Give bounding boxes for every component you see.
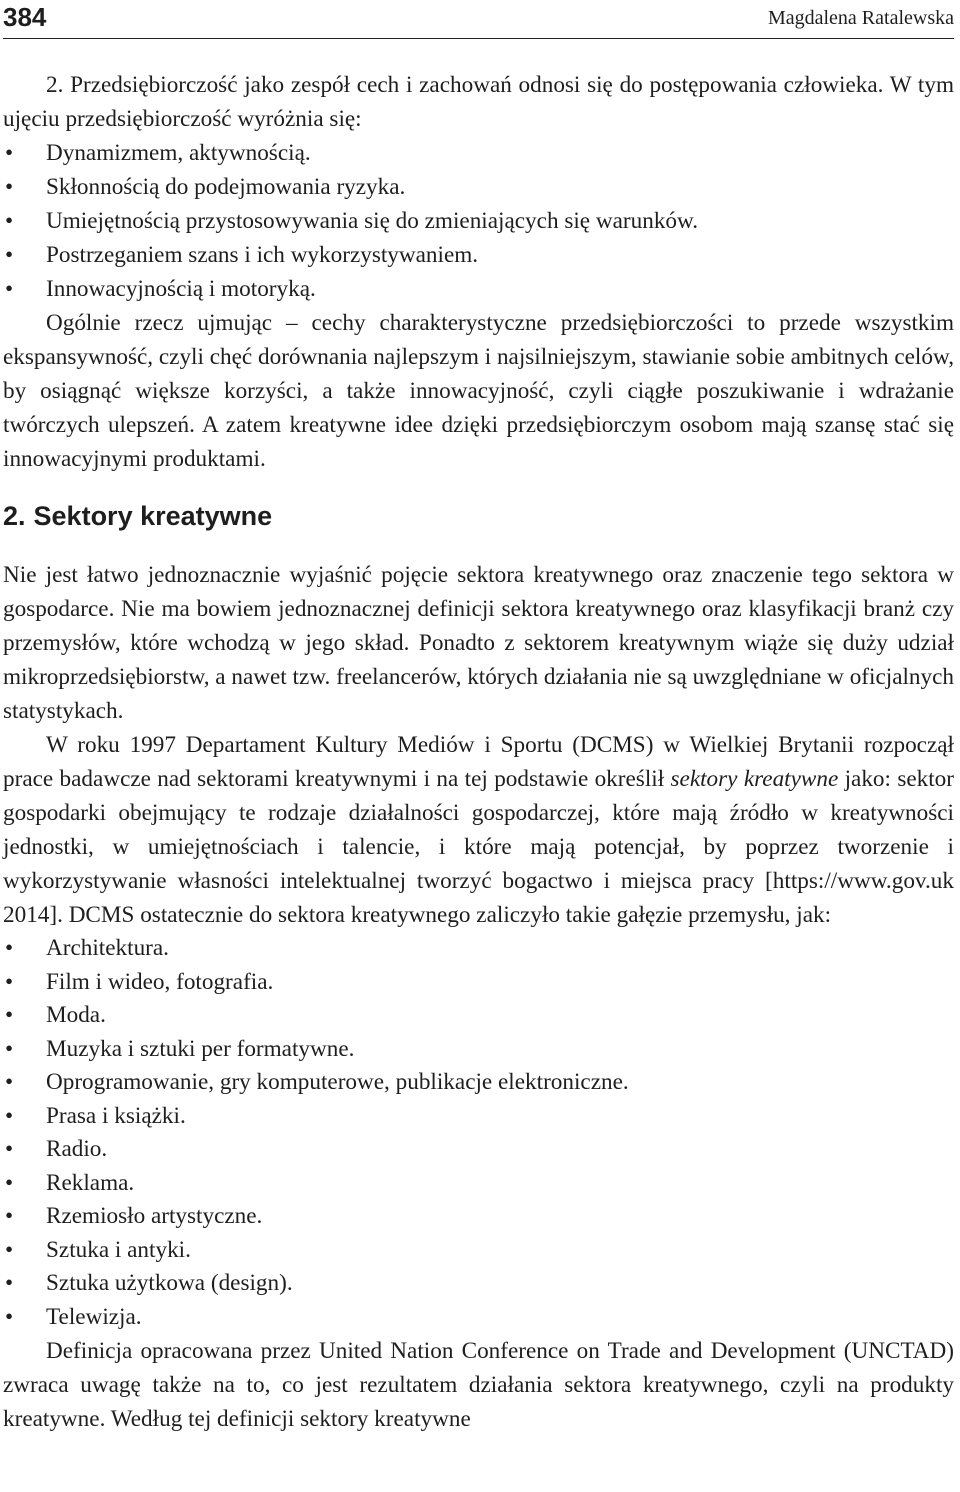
term-sektory-kreatywne: sektory kreatywne: [670, 766, 839, 792]
industry-list-item: • Moda.: [3, 999, 954, 1033]
para2-text-after: jako: sektor gospodarki obejmujący te rodzaje działalności gospodarczej, które mają źródło w kreatywności jednostki, w umiejętnościach i talencie, i które mają potencjał, by poprzez tworzenie i wykorzystywanie własności intelektualnej tworzyć bogactwo i miejsca pracy [https://www.gov.uk 2014]. DCMS ostatecznie do sektora kreatywnego zaliczyło takie gałęzie przemysłu, jak:: [3, 766, 954, 928]
section-paragraph-2: [3, 728, 954, 932]
para2-text-before: W roku 1997 Departament Kultury Mediów i Sportu (DCMS) w Wielkiej Brytanii rozpoczął prace badawcze nad sektorami kreatywnymi i na tej podstawie określił: [3, 732, 954, 792]
industry-list-item: • Prasa i książki.: [3, 1100, 954, 1134]
section-heading: [3, 498, 954, 558]
trait-list-item: • Innowacyjnością i motoryką.: [3, 272, 954, 306]
industry-list-item: • Reklama.: [3, 1167, 954, 1201]
section-paragraph-1: Nie jest łatwo jednoznacznie wyjaśnić pojęcie sektora kreatywnego oraz znaczenie tego sektora w gospodarce. Nie ma bowiem jednoznacznej definicji sektora kreatywnego oraz klasyfikacji branż czy przemysłów, które wchodzą w jego skład. Ponadto z sektorem kreatywnym wiąże się duży udział mikroprzedsiębiorstw, a nawet tzw. freelancerów, których działania nie są uwzględniane w oficjalnych statystykach.: [3, 562, 954, 724]
page-header: [3, 0, 954, 39]
intro-point-2: 2. Przedsiębiorczość jako zespół cech i zachowań odnosi się do postępowania człowieka. W tym ujęciu przedsiębiorczość wyróżnia się:: [3, 72, 954, 132]
industry-list-item: • Radio.: [3, 1133, 954, 1167]
industry-list-item: • Rzemiosło artystyczne.: [3, 1200, 954, 1234]
industry-list-item: • Oprogramowanie, gry komputerowe, publikacje elektroniczne.: [3, 1066, 954, 1100]
trait-list-item: • Umiejętnością przystosowywania się do zmieniających się warunków.: [3, 204, 954, 238]
industry-list-item: • Sztuka i antyki.: [3, 1234, 954, 1268]
industry-list-item: • Muzyka i sztuki per formatywne.: [3, 1033, 954, 1067]
running-head-author: Magdalena Ratalewska: [767, 7, 954, 29]
page-content: [3, 68, 954, 1436]
trait-list-item: • Postrzeganiem szans i ich wykorzystywaniem.: [3, 238, 954, 272]
industry-list-item: • Telewizja.: [3, 1301, 954, 1335]
trait-list-item: • Dynamizmem, aktywnością.: [3, 136, 954, 170]
traits-list: [3, 136, 954, 306]
document-page: [3, 0, 954, 1432]
industry-list-item: • Sztuka użytkowa (design).: [3, 1267, 954, 1301]
section-paragraph-3: Definicja opracowana przez United Nation Conference on Trade and Development (UNCTAD) zwraca uwagę także na to, co jest rezultatem działania sektora kreatywnego, czyli na produkty kreatywne. Według tej definicji sektory kreatywne: [3, 1338, 954, 1432]
industries-list: [3, 932, 954, 1334]
page-number: 384: [3, 2, 47, 32]
industry-list-item: • Architektura.: [3, 932, 954, 966]
section-title: Sektory kreatywne: [33, 501, 273, 531]
summary-paragraph: Ogólnie rzecz ujmując – cechy charakterystyczne przedsiębiorczości to przede wszystkim ekspansywność, czyli chęć dorównania najlepszym i najsilniejszym, stawianie sobie ambitnych celów, by osiągnąć większe korzyści, a także innowacyjność, czyli ciągłe poszukiwanie i wdrażanie twórczych ulepszeń. A zatem kreatywne idee dzięki przedsiębiorczym osobom mają szansę stać się innowacyjnymi produktami.: [3, 310, 954, 472]
industry-list-item: • Film i wideo, fotografia.: [3, 966, 954, 1000]
section-number: 2.: [3, 501, 26, 531]
trait-list-item: • Skłonnością do podejmowania ryzyka.: [3, 170, 954, 204]
